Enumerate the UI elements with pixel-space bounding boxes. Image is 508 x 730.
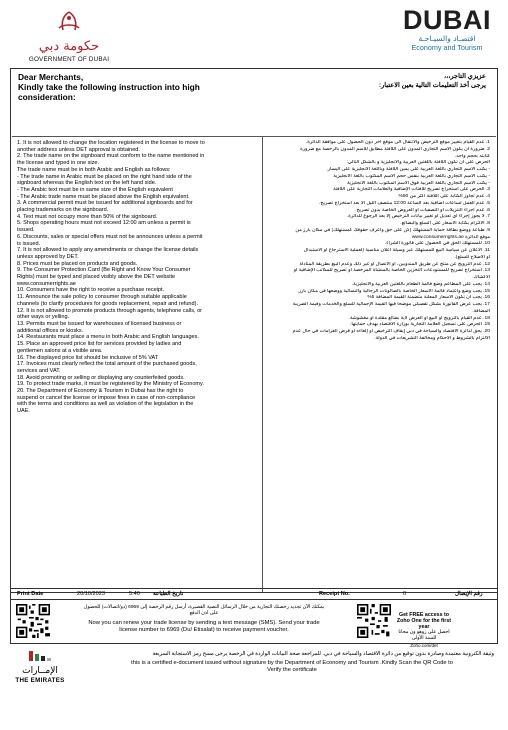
instruction-line-ar: 11. الاعلان عن سياسة البيع للمستهلك عبر وسيلة اعلان مناسبة (لعملية الاسترجاع أو الاستبدال: [303, 248, 490, 253]
title-divider: [12, 136, 496, 137]
sms-ar-line: على اذن الدفع: [189, 611, 219, 616]
print-time-value: 5:40: [129, 591, 140, 597]
instruction-line-en: 19. To protect trade marks, it must be registered by the Ministry of Economy.: [17, 381, 204, 388]
instruction-line-en: another address unless DET approval is obtained.: [17, 146, 140, 153]
instruction-line-en: 8. Prices must be placed on products and goods.: [17, 260, 138, 267]
instruction-line-en: 18. Avoid promoting or selling or displaying any counterfeited goods.: [17, 374, 185, 381]
instruction-line-en: 13. Permits must be issued for warehouses of licensed business or: [17, 320, 182, 327]
zoho-offer-line: year: [418, 624, 430, 630]
zoho-offer-line: Get FREE access to: [398, 612, 450, 618]
zoho-offer-line: Zoho One for the first: [396, 618, 452, 624]
dubai-wordmark: DUBAI: [403, 5, 491, 35]
instruction-line-ar: 2. ضرورة أن يكون الاسم التجاري المدون على اللافتة مطابق للاسم المدون بالرخصة مع ضرورة: [300, 146, 490, 152]
instruction-line-ar: 16. يجب أن تكون الأسعار المعلنة متضمنة القيمة المضافة 5%: [367, 295, 490, 301]
zoho-offer-arabic: للسنة الأولى: [411, 636, 437, 641]
instruction-line-ar: - يكتب الاسم التجاري باللغة العربية على يمين اللافتة وباللغة الانجليزية على اليسار.: [326, 167, 490, 172]
sms-qr-code-icon: [16, 604, 50, 638]
sms-renewal-arabic: [57, 605, 351, 617]
instruction-line-ar: 14. يجب على المطاعم وضع قائمة الطعام باللغتين العربية والانجليزية.: [351, 281, 490, 287]
instruction-line-ar: 13. استخراج تصريح للمستودعات التخزين الخاصة بالمنشأة المرخصة أو تصريح للمكاتب الإضافية أو: [293, 268, 490, 274]
instruction-line-en: gentlemen salons at a visible area.: [17, 347, 103, 354]
column-divider: [262, 137, 263, 592]
receipt-no-label: Receipt No.: [319, 591, 350, 597]
instruction-line-en: - The Arabic text must be in same size of the English equivalent: [17, 186, 173, 193]
dubai-det-logo: [402, 6, 492, 52]
instruction-line-ar: الحرص على أن تكون اللافتة باللغتين العربية والانجليزية و بالشكل التالي:: [346, 160, 490, 166]
instruction-line-en: Rights) must be typed and placed visibly above the DET website: [17, 274, 176, 281]
instruction-line-en: signboard whereas the English text on the left hand side.: [17, 180, 157, 187]
title-en-line: Dear Merchants,: [18, 72, 84, 82]
zoho-offer: [393, 612, 455, 649]
instruction-line-ar: 8. الالتزام بكتابة الأسعار على السلع والبضائع.: [400, 221, 490, 226]
instruction-line-en: The trade name must be in both Arabic and English as follows:: [17, 166, 171, 173]
instruction-line-ar: 9. طباعة ووضع بطاقة حماية المستهلك (كن على حق واعرف حقوقك كمستهلك) في مكان بارز من: [295, 227, 490, 233]
instruction-line-en: 4. Text must not occupy more than 50% of the signboard.: [17, 213, 158, 220]
instruction-line-en: 6. Discounts, sales or special offers must not be announces unless a permit: [17, 233, 203, 240]
instruction-line-en: UAE.: [17, 408, 30, 415]
title-english: [18, 72, 278, 102]
instruction-line-en: the license and typed in one size.: [17, 160, 100, 167]
zoho-offer-arabic: احصل على زوهو ون مجانا: [398, 630, 450, 635]
title-en-line: Kindly take the following instruction into high: [18, 82, 200, 92]
instruction-line-ar: 15. يجب وضع واعتماد قائمة الأسعار الخاصة بالصالونات الرجالية والنسائية ووضعها في مكان بارز.: [297, 288, 490, 294]
instruction-line-ar: 20. يحق لدائرة الاقتصاد والسياحة في دبي إيقاف الترخيص أو إلغاءه أو فرض الغرامات في حال عدم: [292, 329, 490, 334]
instruction-line-ar: 10. للمستهلك الحق في الحصول على فاتورة الشراء.: [384, 241, 490, 247]
instruction-line-ar: 17. يجب عرض الفاتورة بشكل تفصيلي موضحا فيها القيمة الإجمالية للسلع والخدمات وقيمة الضريبة: [292, 302, 490, 307]
title-arabic: [266, 72, 486, 90]
det-arabic-name: اقتصـاد والسيـاحـة: [418, 34, 476, 43]
instruction-line-en: unless approved by DET.: [17, 253, 79, 260]
zoho-link[interactable]: Zoho.com/det: [410, 643, 438, 648]
instruction-line-en: - The trade name in Arabic must be placed on the right hand side of the: [17, 173, 192, 180]
instruction-line-en: 12. It is not allowed to promote products through agents, telephone calls, or: [17, 307, 203, 314]
instruction-line-ar: 1. عدم القيام بتغيير موقع الترخيص والانتقال الى موقع اخر دون الحصول على موافقة الدائرة.: [305, 140, 490, 145]
instruction-line-en: 5. Shops operating hours must not exceed 12:00 am unless a permit is: [17, 220, 191, 227]
receipt-info-row: [10, 588, 498, 600]
certification-en-line: Verify the certificate: [267, 667, 317, 673]
instruction-line-en: 7. It is not allowed to apply any amendments or change the license details: [17, 247, 199, 254]
instruction-line-en: 10. Consumers have the right to receive a purchase receipt.: [17, 287, 165, 294]
emblem-icon: [51, 10, 87, 34]
instruction-line-ar: 12. عدم الترويج عن منتج عن طريق المندوبين، أو الاتصال أو غير ذلك وعدم البيع بطريقة المناداة: [299, 261, 490, 267]
instruction-line-en: 14. Restaurants must place a menu in both Arabic and English languages.: [17, 334, 199, 341]
instruction-line-ar: - يكتب الاسم التجاري باللغة العربية فوق الاسم المكتوب باللغة الانجليزية: [346, 180, 490, 186]
instruction-line-ar: الالتزام بالشروط و الأحكام ومخالفة التشريعات في الدولة.: [374, 335, 490, 341]
title-en-line: consideration:: [18, 92, 76, 102]
instruction-line-en: 9. The Consumer Protection Card (Be Right and Know Your Consumer: [17, 267, 191, 274]
det-english-name: Economy and Tourism: [411, 43, 483, 52]
instruction-line-en: - The Arabic trade name must be placed above the English equivalent.: [17, 193, 190, 200]
title-ar-line: يرجى أخذ التعليمات التالية بعين الاعتبار:: [378, 82, 486, 89]
instruction-line-en: placing trademarks on the signboard.: [17, 207, 109, 214]
document-header: [0, 0, 508, 68]
zoho-qr-code-icon: [357, 604, 391, 638]
the-emirates-logo: [14, 648, 66, 684]
instructions-arabic: [268, 140, 490, 343]
instruction-line-ar: الأكشاك.: [472, 275, 490, 280]
instruction-line-en: is issued.: [17, 240, 41, 247]
instruction-line-en: issued.: [17, 227, 35, 234]
instruction-line-en: other ways or yelling.: [17, 314, 70, 321]
certification-arabic: وثيقة الكترونية معتمدة وصادرة بدون توقيع من دائرة الاقتصاد والسياحة في دبي. للمراجعة صحة البيانات الواردة في الرخصة يرجى مسح رمز الاستجابة السريعة: [152, 651, 494, 657]
title-ar-line: عزيزي التاجر،،،: [444, 73, 486, 80]
print-date-label-arabic: تاريخ الطباعة: [153, 591, 184, 597]
sms-renewal-english: [57, 620, 351, 634]
instruction-line-en: 1. It is not allowed to change the location registered in the license to move to: [17, 140, 205, 146]
instruction-line-en: channels (to clarify procedures for goods replacement, repair and refund).: [17, 300, 198, 307]
emirates-bars-icon: [29, 651, 51, 661]
instruction-line-ar: 6. عدم اجراء التنزيلات أو التصفيات أو العروض الخاصة بدون تصريح.: [355, 207, 490, 213]
instruction-line-ar: كتابته بحجم واحد.: [454, 153, 490, 159]
instruction-line-ar: 19. الحرص على تسجيل العلامة التجارية بوزارة الاقتصاد بهدف حمايتها.: [350, 322, 490, 328]
instruction-line-en: suspend or cancel the license or impose fines in case of non-compliance: [17, 394, 196, 401]
instruction-line-ar: 5. عدم العمل لساعات اضافية بعد الساعة 12:00 منتصف الليل الا بعد استخراج تصريح.: [318, 200, 490, 206]
certification-english: [90, 660, 494, 674]
sms-ar-line: بمكنك الآن تجديد رخصتك التجارية من خلال الرسائل النصية القصيرة، أرسل رقم الرخصة إلى 6969 (دو/اتصالات) للحصول: [83, 605, 325, 610]
instruction-line-ar: - يكتب الاسم التجاري باللغة العربية بنفس حجم الاسم المكتوب باللغة الانجليزية: [333, 173, 490, 179]
instructions-english: [17, 140, 259, 415]
instruction-line-en: 2. The trade name on the signboard must conform to the name mentioned in: [17, 153, 205, 160]
instruction-line-en: 15. Place an approved price list for services provided by ladies and: [17, 341, 182, 348]
receipt-no-label-arabic: رقم الإيصال: [455, 591, 483, 597]
payment-box: [10, 600, 498, 648]
instruction-line-ar: أو الاصلاح للسلع).: [454, 254, 490, 260]
instruction-line-en: services and VAT.: [17, 367, 61, 374]
instruction-line-en: www.consumerrights.ae: [17, 280, 76, 287]
instruction-line-en: additional offices or kiosks.: [17, 327, 84, 334]
sms-en-line: license number to 6969 (Du/ Etisalat) to receive payment voucher.: [119, 627, 289, 633]
certification-en-line: this is a certified e-document issued without signature by the Department of Economy and Tourism .Kindly Scan the QR Code to: [131, 660, 453, 666]
instruction-line-en: 3. A commercial permit must be issued for additional signboards and for: [17, 200, 193, 207]
emirates-english: THE EMIRATES: [15, 677, 65, 684]
gov-logo-english: GOVERNMENT OF DUBAI: [28, 56, 110, 63]
sms-en-line: Now you can renew your trade license by sending a text message (SMS). Send your trade: [88, 620, 320, 626]
government-of-dubai-logo: [14, 10, 124, 63]
instruction-line-en: 11. Announce the sale policy to consumer through suitable applicable: [17, 294, 187, 301]
print-date-label: Print Date: [17, 591, 44, 597]
instruction-line-en: 17. Invoices must clearly reflect the total amount of the purchased goods,: [17, 361, 197, 368]
print-date-value: 20/10/2023: [77, 591, 105, 597]
instruction-line-en: 20. The Department of Economy & Tourism in Dubai has the right to: [17, 388, 184, 395]
instruction-line-ar: 18. عدم القيام بالترويج او البيع او العرض لأية بضائع مقلدة أو مغشوشة.: [348, 315, 490, 321]
instruction-line-ar: المضافة.: [472, 308, 490, 314]
instruction-line-en: with the terms and conditions as well as violation of the legislation in the: [17, 401, 194, 408]
instruction-line-ar: 4. عدم تجاوز الكتابة على اللافتة أكثر من 50%: [398, 194, 490, 199]
instruction-line-en: 16. The displayed price list should be inclusive of 5% VAT: [17, 354, 159, 361]
instruction-line-ar: موقع الدائرة www.consumerrights.ae: [411, 234, 490, 240]
instruction-line-ar: 3. الحرص على استخراج تصريح للافتات الإضافية والعلامات التجارية على اللافتة: [333, 187, 490, 193]
emirates-arabic: الإمــارات: [22, 666, 58, 676]
instruction-line-ar: 7. لا يجوز إجراء أي تعديل أو تغيير بيانات الترخيص إلا بعد الرجوع للدائرة.: [346, 214, 490, 220]
gov-logo-arabic: حكومة دبي: [38, 39, 100, 54]
receipt-no-value: 0: [403, 591, 407, 597]
